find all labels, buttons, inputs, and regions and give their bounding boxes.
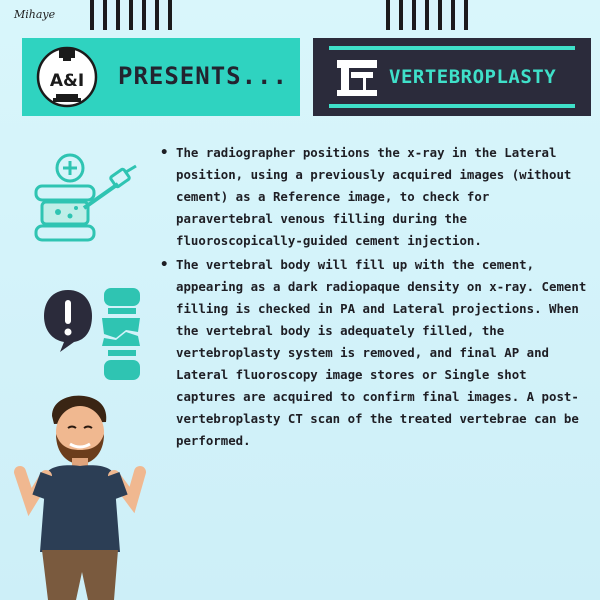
logo-text: A&I	[49, 71, 85, 91]
signature: Mihaye	[14, 8, 56, 21]
title-line-bottom	[329, 104, 575, 108]
spine-syringe-icon	[22, 150, 142, 256]
bearded-man-illustration	[10, 392, 150, 600]
page-title: VERTEBROPLASTY	[389, 66, 557, 88]
alert-speech-bubble-icon	[42, 286, 152, 396]
fractured-spine-icon	[102, 288, 140, 380]
bullet-item-2: • The vertebral body will fill up with the cement, appearing as a dark radiopaque density on x-ray. Cement filling is checked in PA and Lateral projections. When the vertebral body is adequately filled, the vertebroplasty system is removed, and final AP and Lateral fluoroscopy image stores or Single shot captures are acquired to confirm final images. A post-vertebroplasty CT scan of the treated vertebrae can be performed.	[160, 254, 588, 452]
header-title-panel	[313, 38, 591, 116]
presents-heading: PRESENTS...	[118, 62, 288, 90]
bullet-item-1: • The radiographer positions the x-ray in the Lateral position, using a previously acquired images (without cement) as a Reference image, to check for paravertebral venous filling during the fluoroscopically-guided cement injection.	[160, 142, 588, 252]
xray-machine-icon	[333, 56, 381, 100]
bullet-list	[160, 142, 588, 454]
top-bars-right	[386, 0, 468, 30]
header-presents-panel	[22, 38, 300, 116]
title-line-top	[329, 46, 575, 50]
radiology-logo-icon	[36, 46, 98, 108]
top-bars-left	[90, 0, 172, 30]
